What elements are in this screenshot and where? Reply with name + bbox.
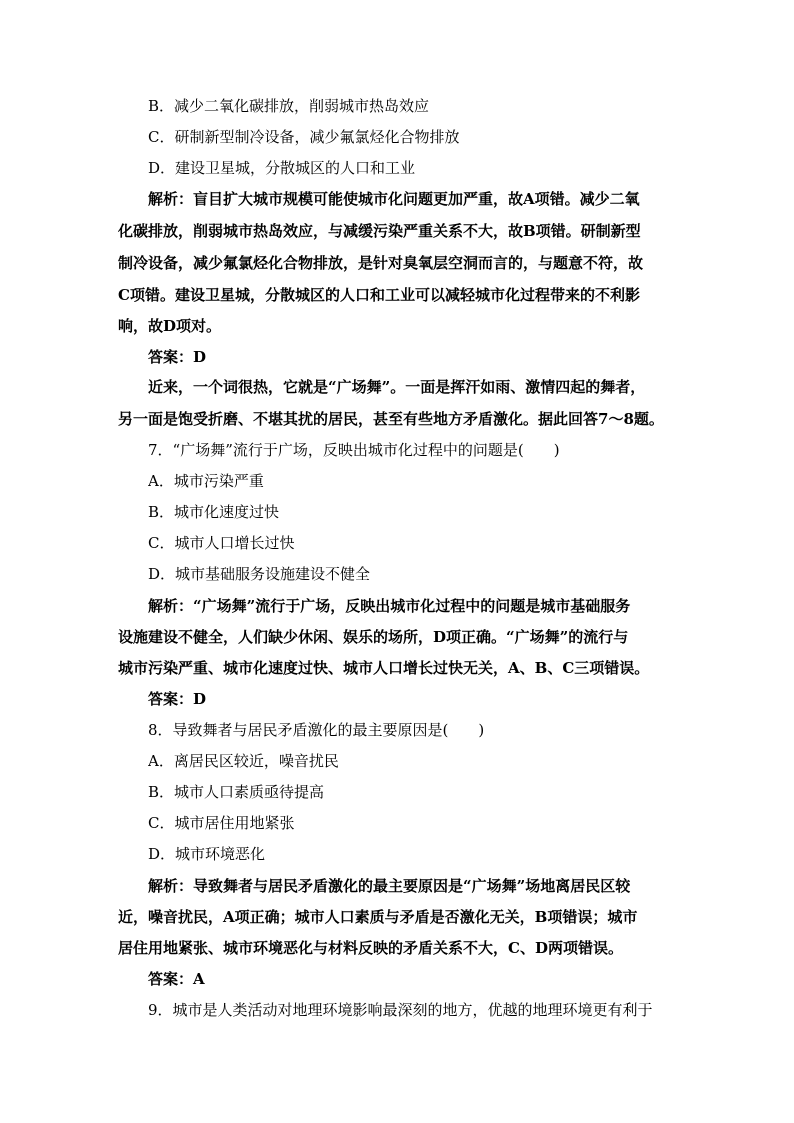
explanation-line: 化碳排放，削弱城市热岛效应，与减缓污染严重关系不大，故B项错。研制新型: [118, 222, 641, 240]
option-d: D．城市基础服务设施建设不健全: [148, 565, 371, 583]
passage-line: 近来，一个词很热，它就是“广场舞”。一面是挥汗如雨、激情四起的舞者，: [148, 378, 646, 396]
explanation-line: 设施建设不健全，人们缺少休闲、娱乐的场所，D项正确。“广场舞”的流行与: [118, 628, 629, 646]
option-a: A．城市污染严重: [148, 472, 264, 490]
explanation-line: 制冷设备，减少氟氯烃化合物排放，是针对臭氧层空洞而言的，与题意不符，故: [118, 254, 644, 272]
option-c: C．城市居住用地紧张: [148, 814, 295, 832]
option-c: C．研制新型制冷设备，减少氟氯烃化合物排放: [148, 128, 460, 146]
explanation-line: 解析：盲目扩大城市规模可能使城市化问题更加严重，故A项错。减少二氧: [148, 190, 640, 208]
answer-line: 答案：D: [148, 690, 207, 708]
option-a: A．离居民区较近，噪音扰民: [148, 752, 339, 770]
option-b: B．减少二氧化碳排放，削弱城市热岛效应: [148, 97, 430, 115]
explanation-line: 近，噪音扰民，A项正确；城市人口素质与矛盾是否激化无关，B项错误；城市: [118, 908, 638, 926]
answer-line: 答案：D: [148, 348, 207, 366]
explanation-line: C项错。建设卫星城，分散城区的人口和工业可以减轻城市化过程带来的不利影: [118, 286, 640, 304]
question-8: 8．导致舞者与居民矛盾激化的最主要原因是( ): [148, 721, 485, 739]
question-7: 7．“广场舞”流行于广场，反映出城市化过程中的问题是( ): [148, 441, 560, 459]
option-b: B．城市人口素质亟待提高: [148, 783, 325, 801]
explanation-line: 城市污染严重、城市化速度过快、城市人口增长过快无关，A、B、C三项错误。: [118, 659, 650, 677]
option-b: B．城市化速度过快: [148, 503, 280, 521]
explanation-line: 响，故D项对。: [118, 317, 222, 335]
question-9: 9．城市是人类活动对地理环境影响最深刻的地方，优越的地理环境更有利于: [148, 1001, 653, 1019]
explanation-line: 解析：导致舞者与居民矛盾激化的最主要原因是“广场舞”场地离居民区较: [148, 877, 631, 895]
option-c: C．城市人口增长过快: [148, 534, 295, 552]
explanation-line: 解析：“广场舞”流行于广场，反映出城市化过程中的问题是城市基础服务: [148, 597, 631, 615]
explanation-line: 居住用地紧张、城市环境恶化与材料反映的矛盾关系不大，C、D两项错误。: [118, 939, 623, 957]
option-d: D．建设卫星城，分散城区的人口和工业: [148, 159, 416, 177]
answer-line: 答案：A: [148, 970, 205, 988]
option-d: D．城市环境恶化: [148, 845, 266, 863]
passage-line: 另一面是饱受折磨、不堪其扰的居民，甚至有些地方矛盾激化。据此回答7～8题。: [118, 410, 664, 428]
